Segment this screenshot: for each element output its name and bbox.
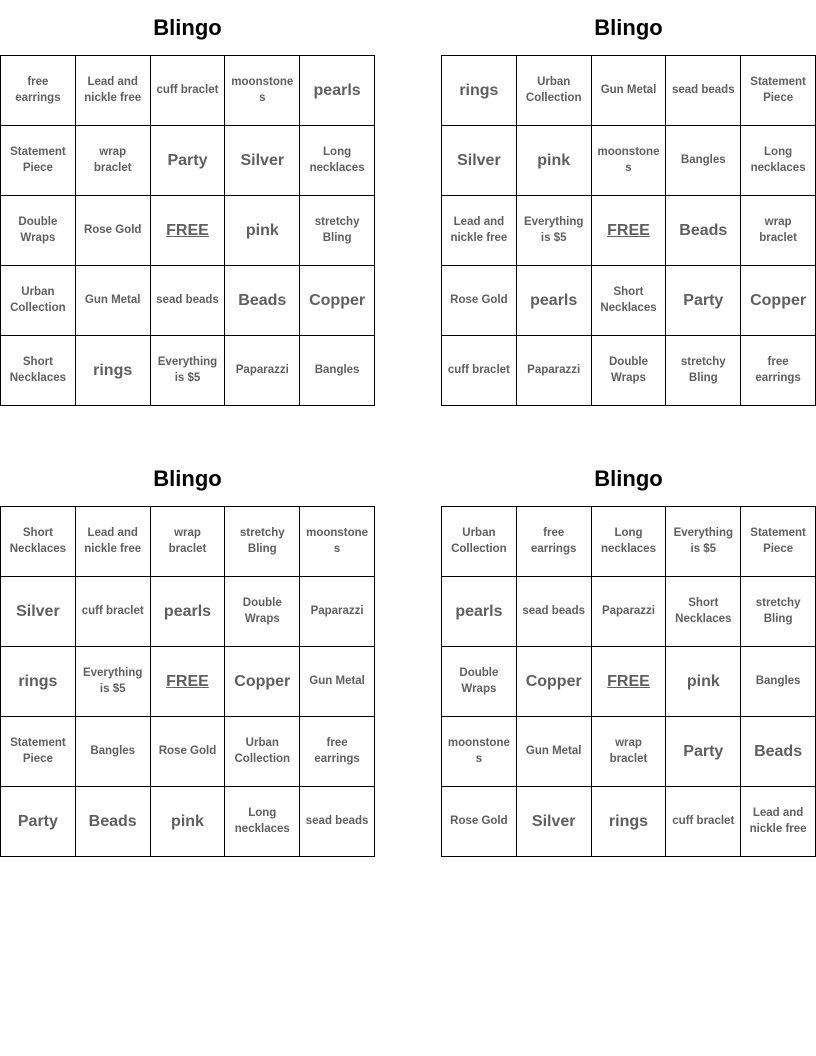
bingo-cell: Rose Gold [76, 196, 151, 266]
bingo-card-1 [0, 0, 375, 406]
bingo-cell: sead beads [151, 266, 226, 336]
bingo-cell: pink [151, 787, 226, 857]
bingo-cell: Statement Piece [741, 56, 816, 126]
bingo-cell: Silver [1, 577, 76, 647]
bingo-cell: pink [666, 647, 741, 717]
bingo-cell: Short Necklaces [592, 266, 667, 336]
bingo-cell: Party [1, 787, 76, 857]
bingo-cell: Copper [225, 647, 300, 717]
bingo-cell: free earrings [741, 336, 816, 406]
free-space-cell: FREE [151, 196, 226, 266]
bingo-cell: Lead and nickle free [442, 196, 517, 266]
bingo-cell: Party [151, 126, 226, 196]
bingo-cell: Everything is $5 [151, 336, 226, 406]
bingo-cell: sead beads [666, 56, 741, 126]
bingo-cell: pearls [442, 577, 517, 647]
bingo-cell: Statement Piece [741, 507, 816, 577]
bingo-cell: Rose Gold [151, 717, 226, 787]
free-space-cell: FREE [151, 647, 226, 717]
bingo-cell: moonstones [300, 507, 375, 577]
bingo-cell: rings [442, 56, 517, 126]
bingo-cell: Beads [666, 196, 741, 266]
card-title: Blingo [594, 466, 663, 491]
bingo-cell: Paparazzi [300, 577, 375, 647]
bingo-cell: Paparazzi [225, 336, 300, 406]
bingo-cell: moonstones [592, 126, 667, 196]
bingo-cell: Beads [76, 787, 151, 857]
bingo-cell: stretchy Bling [225, 507, 300, 577]
bingo-cell: pink [225, 196, 300, 266]
bingo-cell: Silver [225, 126, 300, 196]
bingo-cell: sead beads [517, 577, 592, 647]
card-title: Blingo [153, 466, 222, 491]
bingo-cell: Silver [442, 126, 517, 196]
bingo-cell: stretchy Bling [666, 336, 741, 406]
bingo-cell: Double Wraps [225, 577, 300, 647]
bingo-cell: Paparazzi [592, 577, 667, 647]
bingo-cell: Beads [225, 266, 300, 336]
bingo-cell: free earrings [517, 507, 592, 577]
bingo-cell: Lead and nickle free [76, 56, 151, 126]
bingo-cell: Urban Collection [442, 507, 517, 577]
bingo-cell: Urban Collection [1, 266, 76, 336]
bingo-cell: Double Wraps [592, 336, 667, 406]
bingo-cell: Long necklaces [741, 126, 816, 196]
bingo-cell: cuff braclet [151, 56, 226, 126]
bingo-cell: sead beads [300, 787, 375, 857]
bingo-cell: Statement Piece [1, 717, 76, 787]
card-title: Blingo [153, 15, 222, 40]
bingo-cell: stretchy Bling [300, 196, 375, 266]
bingo-cell: Everything is $5 [517, 196, 592, 266]
bingo-cell: cuff braclet [442, 336, 517, 406]
bingo-cell: Long necklaces [592, 507, 667, 577]
bingo-cell: Statement Piece [1, 126, 76, 196]
bingo-cell: free earrings [1, 56, 76, 126]
bingo-cell: Copper [300, 266, 375, 336]
bingo-cell: Lead and nickle free [741, 787, 816, 857]
bingo-cell: Gun Metal [300, 647, 375, 717]
bingo-cell: free earrings [300, 717, 375, 787]
bingo-grid [0, 55, 375, 406]
bingo-cell: Paparazzi [517, 336, 592, 406]
bingo-cell: rings [1, 647, 76, 717]
bingo-cell: Rose Gold [442, 787, 517, 857]
bingo-card-2 [441, 0, 816, 406]
bingo-cell: Long necklaces [225, 787, 300, 857]
bingo-cell: moonstones [442, 717, 517, 787]
bingo-cell: Party [666, 266, 741, 336]
bingo-cell: Short Necklaces [666, 577, 741, 647]
bingo-cell: Party [666, 717, 741, 787]
free-space-cell: FREE [592, 647, 667, 717]
bingo-cell: Short Necklaces [1, 336, 76, 406]
bingo-grid [441, 506, 816, 857]
bingo-cell: Urban Collection [225, 717, 300, 787]
bingo-cell: rings [592, 787, 667, 857]
bingo-cell: Silver [517, 787, 592, 857]
bingo-cell: Bangles [666, 126, 741, 196]
bingo-grid [0, 506, 375, 857]
bingo-cell: Long necklaces [300, 126, 375, 196]
bingo-cell: Everything is $5 [666, 507, 741, 577]
bingo-cell: wrap braclet [76, 126, 151, 196]
bingo-cell: Urban Collection [517, 56, 592, 126]
bingo-cell: wrap braclet [741, 196, 816, 266]
bingo-cell: Lead and nickle free [76, 507, 151, 577]
bingo-cell: rings [76, 336, 151, 406]
bingo-cell: wrap braclet [151, 507, 226, 577]
bingo-cell: stretchy Bling [741, 577, 816, 647]
bingo-cell: wrap braclet [592, 717, 667, 787]
bingo-cell: Gun Metal [76, 266, 151, 336]
bingo-cell: Bangles [300, 336, 375, 406]
bingo-cell: moonstones [225, 56, 300, 126]
bingo-cell: Rose Gold [442, 266, 517, 336]
bingo-cell: pearls [151, 577, 226, 647]
bingo-cell: Gun Metal [592, 56, 667, 126]
free-space-cell: FREE [592, 196, 667, 266]
bingo-card-3 [0, 451, 375, 857]
bingo-cell: cuff braclet [666, 787, 741, 857]
bingo-cell: Double Wraps [1, 196, 76, 266]
bingo-cell: Short Necklaces [1, 507, 76, 577]
bingo-cell: pearls [300, 56, 375, 126]
bingo-cell: Copper [517, 647, 592, 717]
bingo-card-4 [441, 451, 816, 857]
bingo-grid [441, 55, 816, 406]
bingo-cell: cuff braclet [76, 577, 151, 647]
bingo-cell: Bangles [76, 717, 151, 787]
bingo-cell: Bangles [741, 647, 816, 717]
card-title: Blingo [594, 15, 663, 40]
bingo-cell: Copper [741, 266, 816, 336]
bingo-cell: Double Wraps [442, 647, 517, 717]
bingo-cell: Gun Metal [517, 717, 592, 787]
bingo-cell: Everything is $5 [76, 647, 151, 717]
bingo-cell: pink [517, 126, 592, 196]
bingo-cell: Beads [741, 717, 816, 787]
bingo-cell: pearls [517, 266, 592, 336]
